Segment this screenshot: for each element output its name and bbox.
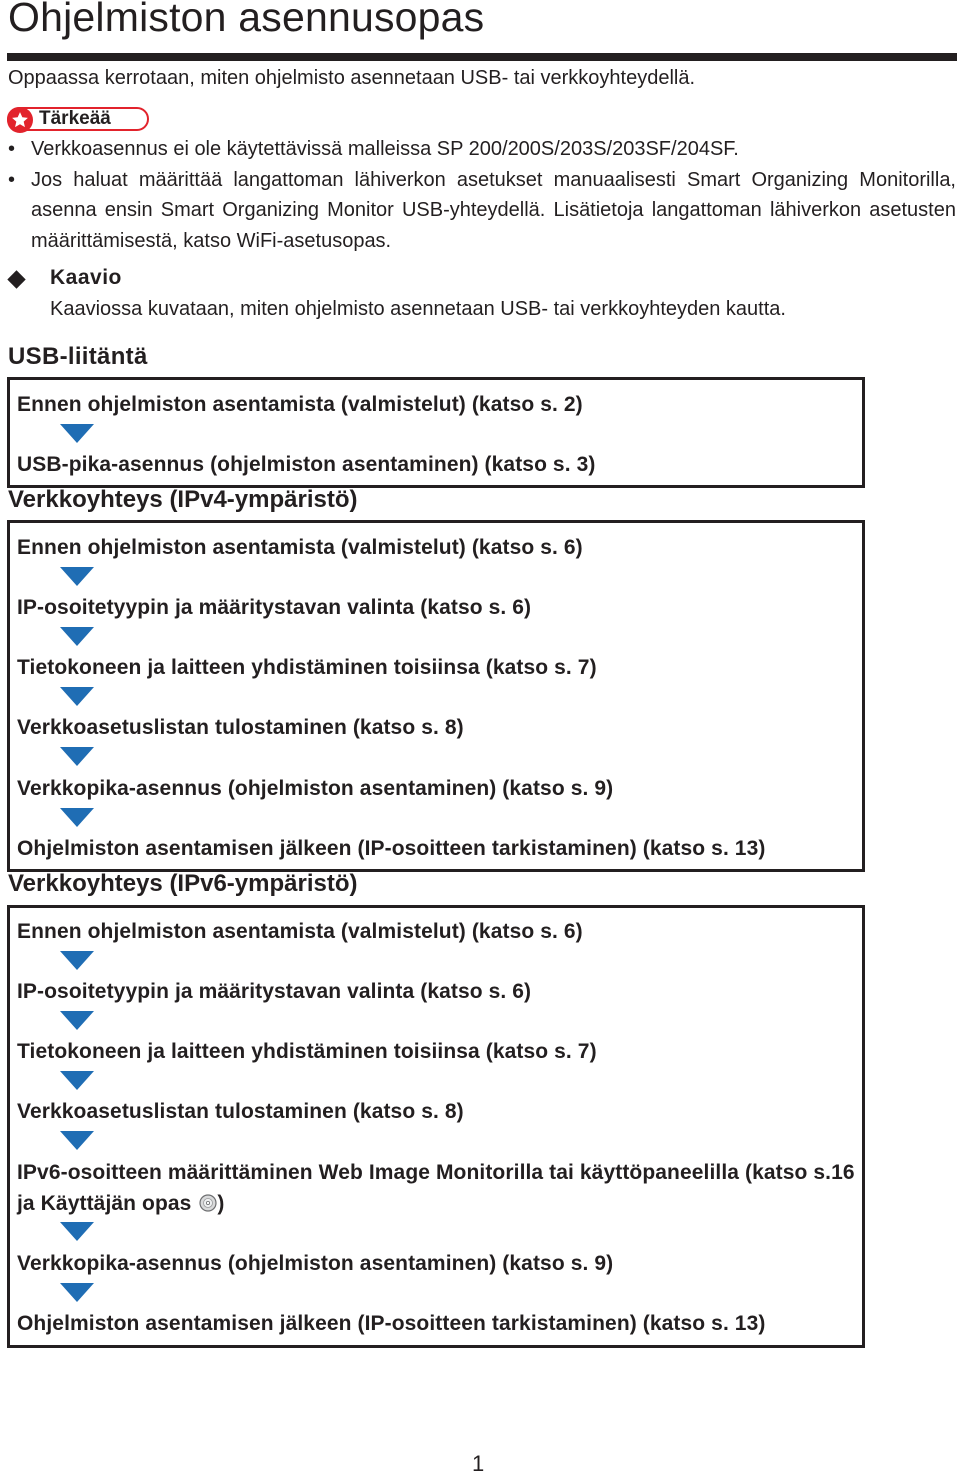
flow-box-ipv6 (7, 905, 865, 1348)
flow-box-usb (7, 377, 865, 488)
flow-step: Verkkoasetuslistan tulostaminen (katso s. 8) (17, 716, 464, 739)
down-arrow-icon (60, 1071, 94, 1090)
important-notes (8, 134, 956, 256)
section-title-ipv6: Verkkoyhteys (IPv6-ympäristö) (8, 870, 358, 897)
flow-step: Ohjelmiston asentamisen jälkeen (IP-osoitteen tarkistaminen) (katso s. 13) (17, 837, 766, 860)
flow-step (17, 1158, 857, 1219)
flow-box-ipv4 (7, 520, 865, 872)
flow-step-text: IPv6-osoitteen määrittäminen Web Image Monitorilla tai käyttöpaneelilla (katso s.16 ja Käyttäjän opas (17, 1161, 855, 1215)
flow-step: Ohjelmiston asentamisen jälkeen (IP-osoitteen tarkistaminen) (katso s. 13) (17, 1312, 766, 1335)
down-arrow-icon (60, 1222, 94, 1241)
down-arrow-icon (60, 747, 94, 766)
important-badge (7, 107, 149, 131)
section-title-ipv4: Verkkoyhteys (IPv4-ympäristö) (8, 486, 358, 513)
page-number: 1 (472, 1451, 485, 1476)
down-arrow-icon (60, 1131, 94, 1150)
flow-step: Ennen ohjelmiston asentamista (valmistelut) (katso s. 2) (17, 393, 583, 416)
flow-step: IP-osoitetyypin ja määritystavan valinta (katso s. 6) (17, 596, 532, 619)
section-title-usb: USB-liitäntä (8, 343, 148, 370)
diamond-bullet-icon (7, 270, 25, 288)
flow-step: Verkkoasetuslistan tulostaminen (katso s. 8) (17, 1100, 464, 1123)
flow-step: Tietokoneen ja laitteen yhdistäminen toisiinsa (katso s. 7) (17, 1040, 597, 1063)
intro-text: Oppaassa kerrotaan, miten ohjelmisto asennetaan USB- tai verkkoyhteydellä. (8, 67, 696, 89)
down-arrow-icon (60, 1283, 94, 1302)
down-arrow-icon (60, 1011, 94, 1030)
important-label: Tärkeää (39, 108, 111, 129)
flowchart-description: Kaaviossa kuvataan, miten ohjelmisto asennetaan USB- tai verkkoyhteyden kautta. (50, 298, 786, 320)
title-rule (7, 53, 957, 61)
flow-step: Verkkopika-asennus (ohjelmiston asentaminen) (katso s. 9) (17, 777, 614, 800)
flow-step: Tietokoneen ja laitteen yhdistäminen toisiinsa (katso s. 7) (17, 656, 597, 679)
flow-step: USB-pika-asennus (ohjelmiston asentaminen) (katso s. 3) (17, 453, 596, 476)
note-item: • Verkkoasennus ei ole käytettävissä malleissa SP 200/200S/203S/203SF/204SF. (8, 134, 956, 165)
flow-step: Ennen ohjelmiston asentamista (valmistelut) (katso s. 6) (17, 920, 583, 943)
star-icon (7, 107, 33, 133)
down-arrow-icon (60, 424, 94, 443)
down-arrow-icon (60, 627, 94, 646)
flowchart-heading-label: Kaavio (50, 266, 122, 289)
flow-step: Ennen ohjelmiston asentamista (valmistelut) (katso s. 6) (17, 536, 583, 559)
flow-step: Verkkopika-asennus (ohjelmiston asentaminen) (katso s. 9) (17, 1252, 614, 1275)
flow-step-suffix: ) (217, 1191, 225, 1215)
down-arrow-icon (60, 567, 94, 586)
note-item: • Jos haluat määrittää langattoman lähiverkon asetukset manuaalisesti Smart Organizing Monitorilla, asenna ensin Smart Organizing Monitor USB-yhteydellä. Lisätietoja langattoman lähiverkon asetusten määrittämisestä, katso WiFi-asetusopas. (8, 165, 956, 257)
page-title: Ohjelmiston asennusopas (8, 0, 485, 40)
flow-step: IP-osoitetyypin ja määritystavan valinta (katso s. 6) (17, 980, 532, 1003)
down-arrow-icon (60, 951, 94, 970)
down-arrow-icon (60, 687, 94, 706)
down-arrow-icon (60, 808, 94, 827)
disc-icon (199, 1191, 217, 1209)
